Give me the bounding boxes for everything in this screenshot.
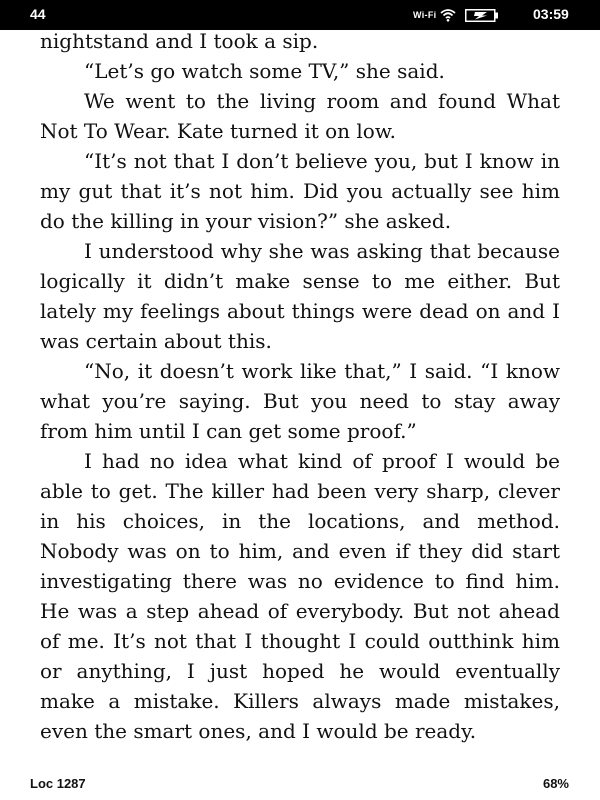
battery-charging-icon: [465, 9, 499, 22]
progress-percent: 68%: [542, 776, 569, 791]
clock: 03:59: [533, 6, 569, 22]
paragraph: nightstand and I took a sip.: [40, 29, 319, 53]
wifi-icon: [440, 8, 456, 22]
book-text[interactable]: [40, 26, 560, 746]
location-indicator: Loc 1287: [30, 776, 86, 791]
paragraph: “It’s not that I don’t believe you, but I know in my gut that it’s not him. Did you actually see him do the killing in your vision?” she asked.: [40, 149, 560, 233]
page-number: 44: [30, 6, 46, 22]
wifi-label: Wi-Fi: [413, 10, 437, 20]
paragraph: I had no idea what kind of proof I would be able to get. The killer had been very sharp, clever in his choices, in the locations, and method. Nobody was on to him, and even if they did start investigating there was no evidence to find him. He was a step ahead of everybody. But not ahead of me. It’s not that I thought I could outthink him or anything, I just hoped he would eventually make a mistake. Killers always made mistakes, even the smart ones, and I would be ready.: [40, 449, 560, 743]
paragraph: I understood why she was asking that because logically it didn’t make sense to me either. But lately my feelings about things were dead on and I was certain about this.: [40, 239, 560, 353]
footer: [0, 776, 600, 796]
paragraph: “Let’s go watch some TV,” she said.: [84, 59, 445, 83]
paragraph: We went to the living room and found What Not To Wear. Kate turned it on low.: [40, 89, 560, 143]
paragraph: “No, it doesn’t work like that,” I said. “I know what you’re saying. But you need to stay away from him until I can get some proof.”: [40, 359, 560, 443]
